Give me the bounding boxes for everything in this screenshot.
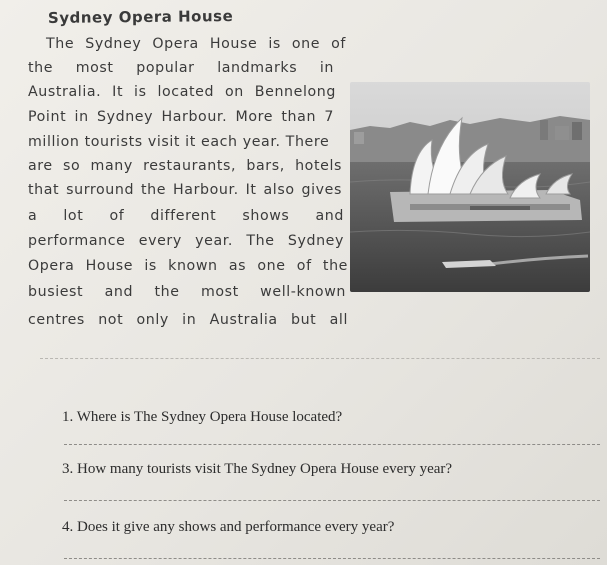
passage-line: Point in Sydney Harbour. More than 7 xyxy=(28,109,334,125)
worksheet-title: Sydney Opera House xyxy=(47,7,234,27)
passage-line: are so many restaurants, bars, hotels xyxy=(28,158,342,174)
answer-line-1[interactable] xyxy=(64,444,600,445)
passage-line: the most popular landmarks in xyxy=(28,60,334,76)
passage-line: that surround the Harbour. It also gives xyxy=(28,182,342,198)
passage-line: million tourists visit it each year. There xyxy=(28,134,330,150)
question-4: 4. Does it give any shows and performance every year? xyxy=(62,519,395,535)
passage-line: a lot of different shows and xyxy=(28,208,344,224)
answer-line-4[interactable] xyxy=(64,558,600,559)
passage-line: The Sydney Opera House is one of xyxy=(46,36,346,52)
passage-line: performance every year. The Sydney xyxy=(28,233,344,249)
passage-line: centres not only in Australia but all xyxy=(28,312,348,328)
passage-line: busiest and the most well-known xyxy=(28,284,346,300)
section-divider xyxy=(40,358,600,359)
question-1: 1. Where is The Sydney Opera House located? xyxy=(62,409,343,425)
opera-house-photo xyxy=(350,82,590,292)
passage-line: Australia. It is located on Bennelong xyxy=(28,84,336,100)
answer-line-3[interactable] xyxy=(64,500,600,501)
question-3: 3. How many tourists visit The Sydney Opera House every year? xyxy=(62,461,453,477)
passage-line: Opera House is known as one of the xyxy=(28,258,348,274)
